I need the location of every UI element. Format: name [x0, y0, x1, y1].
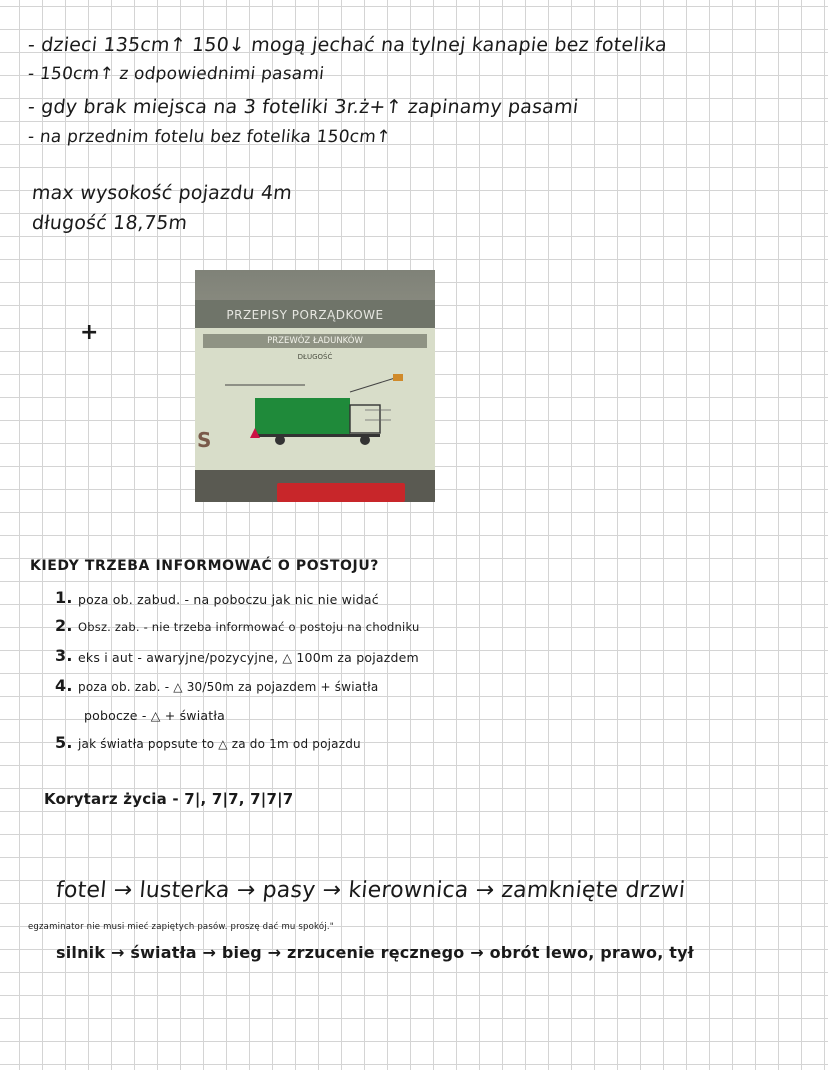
- slide-photo: [195, 270, 435, 502]
- stop-item-4-cont: pobocze - △ + światła: [84, 708, 225, 723]
- sequence-two: silnik → światła → bieg → zrzucenie ręcznego → obrót lewo, prawo, tył: [56, 943, 694, 962]
- length-note: długość 18,75m: [30, 212, 189, 234]
- stop-num-5: 5.: [55, 733, 73, 752]
- stop-item-1: poza ob. zabud. - na poboczu jak nic nie widać: [78, 592, 379, 607]
- stop-item-4: poza ob. zab. - △ 30/50m za pojazdem + światła: [78, 680, 379, 694]
- note-line-3: - gdy brak miejsca na 3 foteliki 3r.ż+↑ zapinamy pasami: [26, 96, 580, 118]
- truck-chassis: [255, 434, 380, 437]
- stop-num-3: 3.: [55, 646, 73, 665]
- stop-num-2: 2.: [55, 616, 73, 635]
- truck-wheel-front: [360, 435, 370, 445]
- note-line-4: - na przednim fotelu bez fotelika 150cm↑: [26, 127, 392, 147]
- slide-subtitle: PRZEWÓZ ŁADUNKÓW: [203, 334, 427, 348]
- slide-title: PRZEPISY PORZĄDKOWE: [226, 308, 384, 322]
- note-line-2: - 150cm↑ z odpowiednimi pasami: [26, 64, 326, 84]
- stop-item-2: Obsz. zab. - nie trzeba informować o postoju na chodniku: [78, 620, 420, 634]
- load-line: [350, 378, 395, 392]
- truck-cargo: [255, 398, 350, 436]
- plus-mark: +: [80, 320, 99, 345]
- load-flag: [393, 374, 403, 381]
- truck-cab: [350, 405, 380, 433]
- slide-logo: S: [197, 428, 212, 452]
- truck-wheel-rear: [275, 435, 285, 445]
- korytarz-zycia: Korytarz życia - 7|, 7|7, 7|7|7: [44, 790, 294, 808]
- stop-heading: KIEDY TRZEBA INFORMOWAĆ O POSTOJU?: [30, 558, 380, 574]
- stop-num-4: 4.: [55, 676, 73, 695]
- red-object: [277, 483, 405, 502]
- sequence-one: fotel → lusterka → pasy → kierownica → zamknięte drzwi: [54, 878, 687, 903]
- stop-item-5: jak światła popsute to △ za do 1m od pojazdu: [78, 737, 361, 751]
- stop-num-1: 1.: [55, 588, 73, 607]
- stop-item-3: eks i aut - awaryjne/pozycyjne, △ 100m za pojazdem: [78, 650, 419, 665]
- slide-heading: DŁUGOŚĆ: [297, 353, 333, 361]
- examiner-quote: egzaminator nie musi mieć zapiętych pasów. proszę dać mu spokój.": [28, 922, 334, 932]
- truck-diagram: [195, 270, 435, 502]
- note-line-1: - dzieci 135cm↑ 150↓ mogą jechać na tylnej kanapie bez fotelika: [26, 34, 669, 56]
- max-height-note: max wysokość pojazdu 4m: [30, 182, 294, 204]
